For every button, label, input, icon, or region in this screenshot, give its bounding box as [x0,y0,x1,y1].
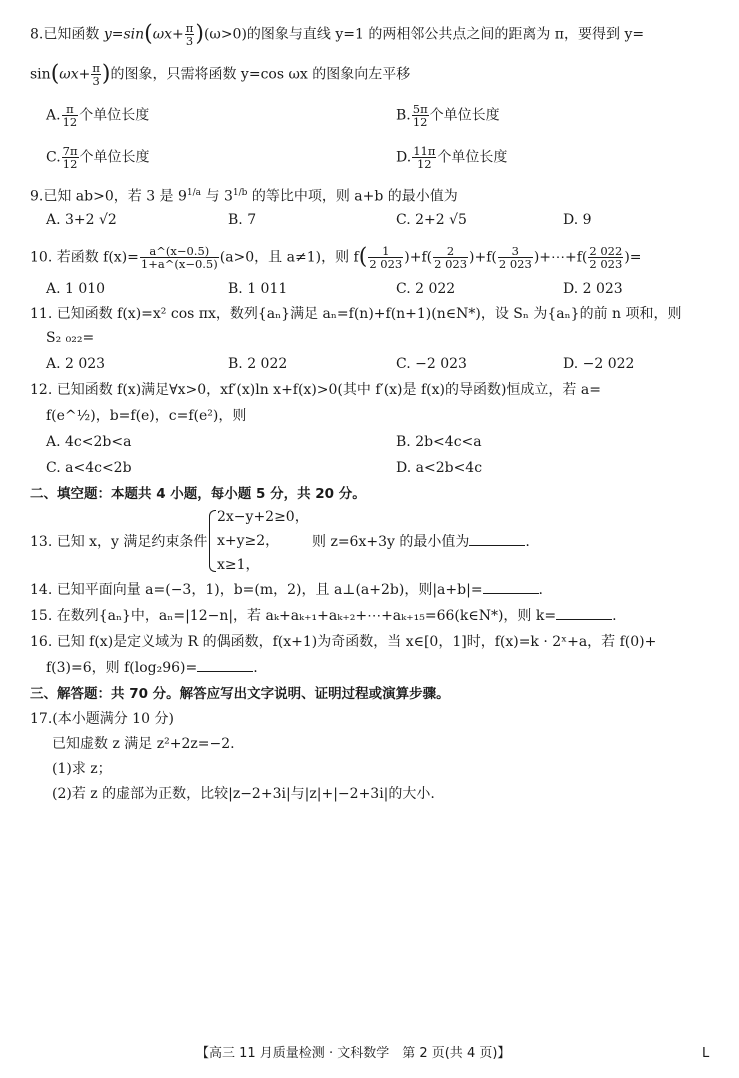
q8-line2-text: 的图象，只需将函数 y=cos ωx 的图象向左平移 [110,66,411,83]
q14-answer-blank[interactable] [483,581,539,594]
q17-stem: 已知虚数 z 满足 z²+2z=−2. [52,736,235,752]
q8-arg: ωx+ [152,26,184,43]
q15-answer-blank[interactable] [556,607,612,620]
q8-frac: $\frac{\pi}{3}$ [185,21,194,48]
q11-line1: 11. 已知函数 f(x)=x² cos πx，数列{aₙ}满足 aₙ=f(n)+f(n+1)(n∈N*)，设 Sₙ 为{aₙ}的前 n 项和，则 [30,306,682,322]
q10-option-c: C. 2 022 [396,281,456,297]
q13-lead: 13. 已知 x，y 满足约束条件 [30,534,208,550]
q11-option-c: C. −2 023 [396,356,467,372]
q12-option-a: A. 4c<2b<a [46,434,132,450]
q13-constraint-2: x+y≥2， [217,533,280,549]
q10-option-a: A. 1 010 [46,281,106,297]
q13-constraint-system [209,508,329,572]
q8-arg2: ωx+ [59,66,91,83]
q16-line2: f(3)=6，则 f(log₂96)= . [46,660,258,676]
q8-option-c: C. $\frac{7\pi}{12}$ 个单位长度 [46,144,150,171]
q11-option-a: A. 2 023 [46,356,106,372]
q17-part2: (2)若 z 的虚部为正数，比较|z−2+3i|与|z|+|−2+3i|的大小. [52,786,435,802]
q16-line1: 16. 已知 f(x)是定义域为 R 的偶函数，f(x+1)为奇函数，当 x∈[0，1]时，f(x)=k · 2ˣ+a，若 f(0)+ [30,634,657,650]
q11-option-d: D. −2 022 [563,356,635,372]
q8-func: y=sin [103,26,145,43]
q10-option-b: B. 1 011 [228,281,288,297]
q9-stem: 9.已知 ab>0，若 3 是 $9^{1/a}$ 与 $3^{1/b}$ 的等比中项，则 a+b 的最小值为 [30,188,458,205]
q10-option-d: D. 2 023 [563,281,623,297]
q17-part1: (1)求 z； [52,761,112,777]
q13-brace [209,510,216,572]
q12-option-b: B. 2b<4c<a [396,434,482,450]
q13-constraint-3: x≥1， [217,557,260,573]
q13-tail: 则 z=6x+3y 的最小值为 . [312,534,530,550]
q9-option-a: A. 3+2 √2 [46,212,117,228]
q13-answer-blank[interactable] [469,533,525,546]
q10-stem: 10. 若函数 f(x)= $\frac{a\^{}(x-0.5)}{1+a\^{}(x-0.5)}$ (a>0，且 a≠1)，则 f( $\frac{1}{2 023}$ )+f( $\frac{2}{2 023}$ )+f( $\frac{3}{2 023}$ )+⋯+f( $\frac{2 022}{2 023}$ )= [30,244,642,271]
q11-line2: S₂ ₀₂₂= [46,330,95,346]
q8-option-a: A. $\frac{\pi}{12}$ 个单位长度 [46,102,150,129]
q11-option-b: B. 2 022 [228,356,288,372]
q13-constraint-1: 2x−y+2≥0， [217,509,309,525]
q9-option-d: D. 9 [563,212,592,228]
q12-option-c: C. a<4c<2b [46,460,132,476]
q16-answer-blank[interactable] [197,659,253,672]
q12-option-d: D. a<2b<4c [396,460,483,476]
section-solution-heading: 三、解答题：共 70 分。解答应写出文字说明、证明过程或演算步骤。 [30,686,450,702]
q9-option-c: C. 2+2 √5 [396,212,467,228]
q9-option-b: B. 7 [228,212,257,228]
footer-title: 【高三 11 月质量检测 · 文科数学 第 2 页(共 4 页)】 [196,1046,511,1061]
q12-line1: 12. 已知函数 f(x)满足∀x>0，xf′(x)ln x+f(x)>0(其中 f′(x)是 f(x)的导函数)恒成立，若 a= [30,382,601,398]
q8-line1: 8.已知函数 y=sin(ωx+ $\frac{\pi}{3}$ )(ω>0)的图象与直线 y=1 的两相邻公共点之间的距离为 π，要得到 y= [30,21,645,48]
section-fill-in-heading: 二、填空题：本题共 4 小题，每小题 5 分，共 20 分。 [30,486,366,502]
q8-option-b: B. $\frac{5\pi}{12}$ 个单位长度 [396,102,500,129]
q8-sin: sin [30,66,51,83]
q8-line2: sin(ωx+ $\frac{\pi}{3}$ )的图象，只需将函数 y=cos ωx 的图象向左平移 [30,61,411,88]
footer-mark: L [702,1046,710,1061]
q8-stem: 8.已知函数 [30,26,104,43]
q8-option-d: D. $\frac{11\pi}{12}$ 个单位长度 [396,144,508,171]
q15-stem: 15. 在数列{aₙ}中，aₙ=|12−n|，若 aₖ+aₖ₊₁+aₖ₊₂+⋯+aₖ₊₁₅=66(k∈N*)，则 k= . [30,608,617,624]
q14-stem: 14. 已知平面向量 a=(−3，1)，b=(m，2)，且 a⊥(a+2b)，则|a+b|= . [30,582,543,598]
q8-frac2: $\frac{\pi}{3}$ [92,61,100,88]
q17-heading: 17.(本小题满分 10 分) [30,711,174,727]
q8-stem-cont: (ω>0)的图象与直线 y=1 的两相邻公共点之间的距离为 π，要得到 y= [203,26,645,43]
q12-line2: f(e^½)，b=f(e)，c=f(e²)，则 [46,408,247,424]
